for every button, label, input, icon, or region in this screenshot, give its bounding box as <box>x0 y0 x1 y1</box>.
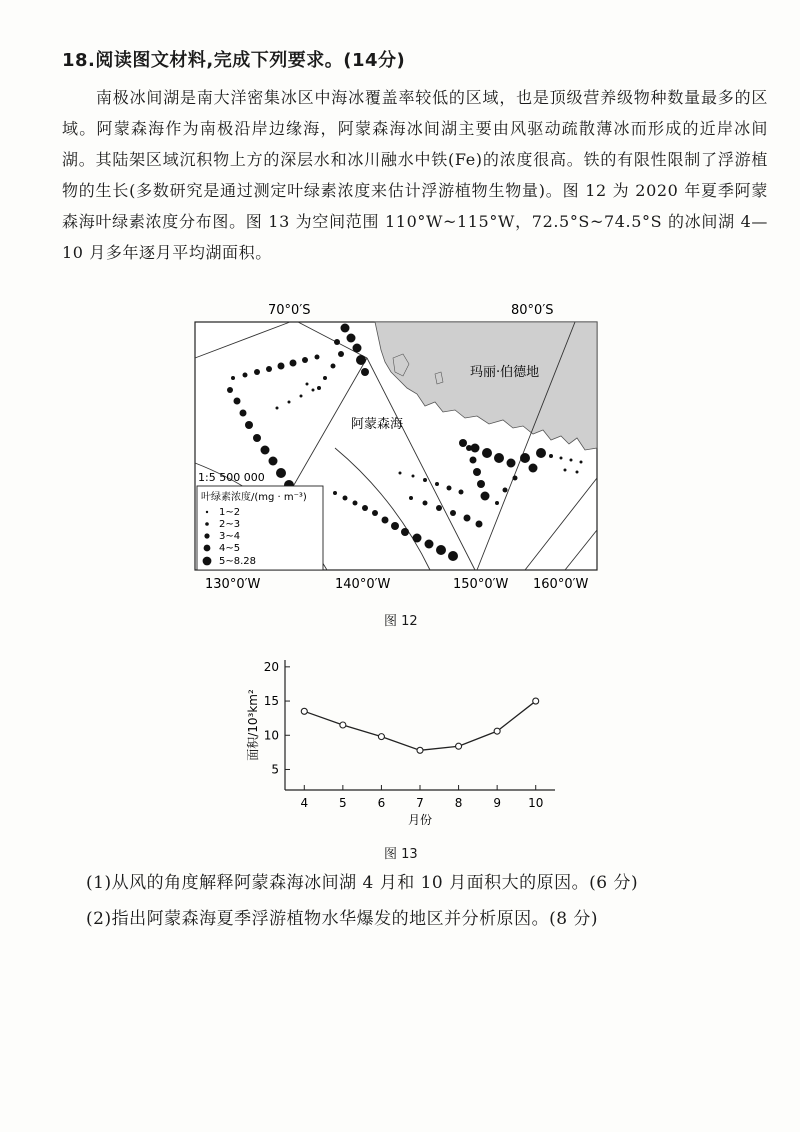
chart-svg <box>235 650 565 830</box>
data-point <box>494 728 500 734</box>
legend-title: 叶绿素浓度/(mg · m⁻³) <box>201 492 307 503</box>
data-point <box>340 722 346 728</box>
x-tick-label: 4 <box>300 796 309 810</box>
x-axis-label: 月份 <box>407 813 433 827</box>
task-1: (1)从风的角度解释阿蒙森海冰间湖 4 月和 10 月面积大的原因。(6 分) <box>86 873 639 893</box>
data-point <box>456 743 462 749</box>
x-tick-label: 8 <box>454 796 463 810</box>
data-point <box>301 708 307 714</box>
question-title: 18.阅读图文材料,完成下列要求。(14分) <box>62 50 406 71</box>
sea-label: 阿蒙森海 <box>351 417 404 432</box>
legend-dot-4 <box>204 545 211 552</box>
series-line <box>304 701 535 750</box>
lon-label-130: 130°0′W <box>205 577 261 592</box>
lon-label-140: 140°0′W <box>335 577 391 592</box>
land-label: 玛丽·伯德地 <box>470 365 540 380</box>
legend-dot-1 <box>206 511 208 513</box>
figure-13-caption: 图 13 <box>384 847 418 862</box>
data-point <box>378 734 384 740</box>
legend-label-3: 3~4 <box>219 531 241 542</box>
y-axis-label: 面积/10³km² <box>246 689 260 761</box>
legend-label-4: 4~5 <box>219 543 241 554</box>
map-scale: 1:5 500 000 <box>198 471 265 484</box>
task-2: (2)指出阿蒙森海夏季浮游植物水华爆发的地区并分析原因。(8 分) <box>86 909 599 929</box>
area-line-chart <box>235 650 565 830</box>
legend-dot-3 <box>204 533 209 538</box>
lat-label-80: 80°0′S <box>511 303 554 318</box>
x-tick-label: 5 <box>339 796 347 810</box>
y-tick-label: 10 <box>263 728 279 743</box>
map-svg <box>185 298 605 598</box>
lat-label-70: 70°0′S <box>268 303 311 318</box>
chlorophyll-map <box>185 298 605 598</box>
x-tick-label: 6 <box>377 796 386 810</box>
map-legend <box>197 486 323 570</box>
y-tick-label: 15 <box>263 694 279 709</box>
legend-label-2: 2~3 <box>219 519 241 530</box>
figure-12-caption: 图 12 <box>384 614 418 629</box>
y-tick-label: 5 <box>271 762 279 777</box>
lon-label-150: 150°0′W <box>453 577 509 592</box>
question-paragraph: 南极冰间湖是南大洋密集冰区中海冰覆盖率较低的区域，也是顶级营养级物种数量最多的区域。阿蒙森海作为南极沿岸边缘海，阿蒙森海冰间湖主要由风驱动疏散薄冰而形成的近岸冰间湖。其陆架区域沉积物上方的深层水和冰川融水中铁(Fe)的浓度很高。铁的有限性限制了浮游植物的生长(多数研究是通过测定叶绿素浓度来估计浮游植物生物量)。图 12 为 2020 年夏季阿蒙森海叶绿素浓度分布图。图 13 为空间范围 110°W~115°W，72.5°S~74.5°S 的冰间湖 4—10 月多年逐月平均湖面积。 <box>62 88 768 262</box>
legend-label-1: 1~2 <box>219 507 241 518</box>
legend-label-5: 5~8.28 <box>219 556 257 567</box>
legend-dot-2 <box>205 522 209 526</box>
x-tick-label: 9 <box>493 796 501 810</box>
lon-label-160: 160°0′W <box>533 577 589 592</box>
x-tick-label: 10 <box>528 796 544 810</box>
x-tick-label: 7 <box>416 796 424 810</box>
data-point <box>417 747 423 753</box>
y-tick-label: 20 <box>263 659 279 674</box>
legend-dot-5 <box>203 557 212 566</box>
data-point <box>533 698 539 704</box>
